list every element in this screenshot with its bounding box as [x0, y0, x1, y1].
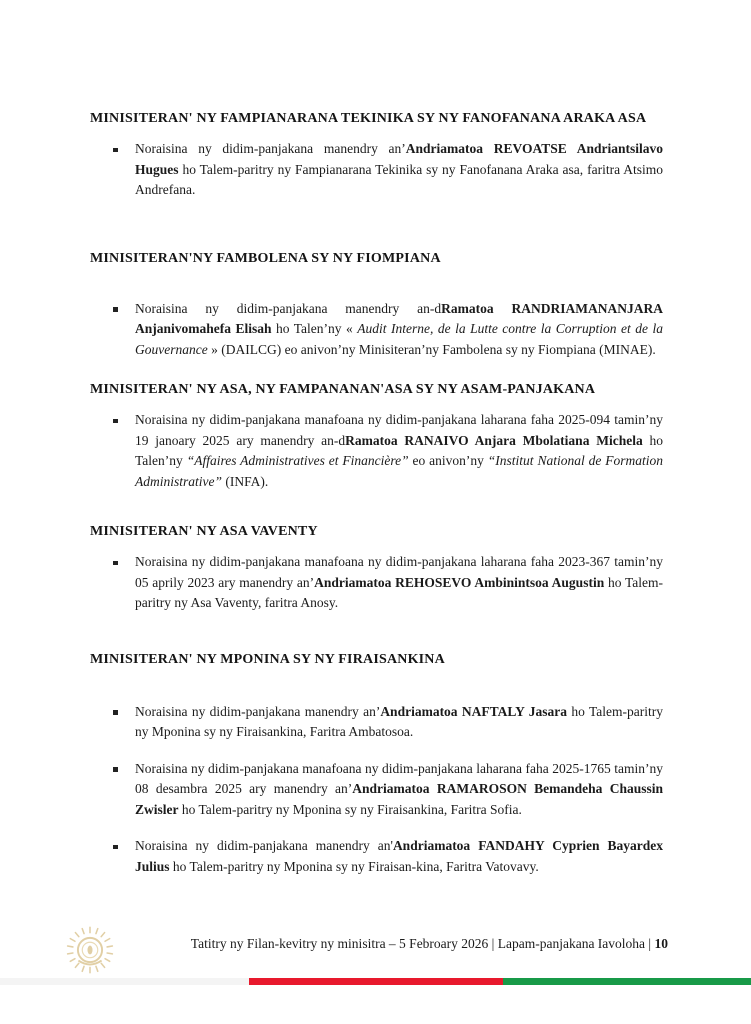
bullet-marker — [90, 552, 135, 614]
flag-bar-white-segment — [0, 978, 249, 985]
body-text-run: Noraisina ny didim-panjakana manafoana ny didim-panjakana laharana faha 2025-094 tamin’ny 19 janoary 2025 ary manendry an-d — [135, 412, 663, 448]
bullet-marker — [90, 410, 135, 492]
footer-text — [191, 936, 668, 952]
flag-bar — [0, 978, 751, 985]
decree-paragraph — [135, 759, 663, 821]
square-bullet-icon — [113, 767, 118, 772]
bullet-marker — [90, 759, 135, 821]
body-text-run: eo anivon’ny — [408, 453, 488, 468]
decree-paragraph — [135, 836, 663, 877]
body-text-run: ho Talen’ny — [135, 432, 664, 468]
page-number: 10 — [654, 936, 668, 951]
flag-bar-red-segment — [249, 978, 503, 985]
decree-paragraph — [135, 299, 663, 361]
body-text-run: Noraisina ny didim-panjakana manendry an’ — [135, 703, 381, 719]
body-text-run: Noraisina ny didim-panjakana manendry an’ — [135, 141, 406, 156]
square-bullet-icon — [113, 845, 118, 850]
body-text-run: ho Talem-paritry ny Mponina sy ny Firaisankina, Faritra Sofia. — [178, 801, 522, 817]
ministry-section — [90, 243, 663, 361]
decree-list — [90, 410, 663, 492]
decree-item — [90, 139, 663, 201]
body-text-run: ho Talem-paritry ny Asa Vaventy, faritra Anosy. — [135, 574, 663, 610]
decree-item — [90, 299, 663, 361]
section-heading: MINISITERAN'NY FAMBOLENA SY NY FIOMPIANA — [90, 250, 441, 266]
section-heading: MINISITERAN' NY ASA VAVENTY — [90, 524, 318, 539]
body-text-run: ho Talem-paritry ny Mponina sy ny Firaisankina, Faritra Ambatosoa. — [135, 703, 663, 739]
body-text-run: ho Talem-paritry ny Fampianarana Tekinika sy ny Fanofanana Araka asa, faritra Atsimo Andrefana. — [135, 161, 663, 197]
square-bullet-icon — [113, 710, 118, 715]
bullet-marker — [90, 299, 135, 361]
emphasis-name-text: Ramatoa RANAIVO Anjara Mbolatiana Michela — [345, 432, 643, 448]
body-text-run: “Affaires Administratives et Financière” — [186, 453, 409, 468]
body-text-run: Noraisina ny didim-panjakana manendry an-d — [135, 300, 442, 316]
decree-paragraph — [135, 139, 663, 201]
decree-item — [90, 836, 663, 877]
body-text-run: (INFA). — [222, 473, 269, 489]
section-heading: MINISITERAN' NY MPONINA SY NY FIRAISANKINA — [90, 651, 445, 667]
ministry-sections — [90, 103, 663, 904]
emphasis-name-text: Andriamatoa REHOSEVO Ambinintsoa Augustin — [314, 574, 605, 590]
body-text-run: Noraisina ny didim-panjakana manendry an' — [135, 838, 393, 853]
decree-paragraph — [135, 552, 663, 614]
emphasis-name-text: Andriamatoa REVOATSE Andriantsilavo Hugues — [135, 141, 663, 177]
emphasis-name-text: Andriamatoa NAFTALY Jasara — [380, 703, 568, 719]
decree-item — [90, 552, 663, 614]
body-text-run: Audit Interne, de la Lutte contre la Corruption et de la Gouvernance — [135, 321, 663, 357]
ministry-section — [90, 374, 663, 492]
ministry-section — [90, 516, 663, 614]
presidential-seal-icon — [61, 920, 119, 978]
decree-list — [90, 279, 663, 361]
section-heading: MINISITERAN' NY FAMPIANARANA TEKINIKA SY NY FANOFANANA ARAKA ASA — [90, 111, 647, 126]
square-bullet-icon — [113, 561, 118, 566]
decree-list — [90, 680, 663, 878]
decree-item — [90, 759, 663, 821]
decree-paragraph — [135, 702, 663, 743]
body-text-run: Noraisina ny didim-panjakana manafoana ny didim-panjakana laharana faha 2023-367 tamin’ny 05 aprily 2023 ary manendry an’ — [135, 554, 663, 590]
emphasis-name-text: Andriamatoa FANDAHY Cyprien Bayardex Julius — [135, 838, 663, 874]
body-text-run: Noraisina ny didim-panjakana manafoana ny didim-panjakana laharana faha 2025-1765 tamin’ny 08 desambra 2025 ary manendry an’ — [135, 760, 663, 796]
flag-bar-green-segment — [503, 978, 751, 985]
bullet-marker — [90, 702, 135, 743]
decree-list — [90, 552, 663, 614]
decree-paragraph — [135, 410, 663, 492]
emphasis-name-text: Ramatoa RANDRIAMANANJARA Anjanivomahefa Elisah — [135, 300, 664, 336]
body-text-run: “Institut National de Formation Administrative” — [135, 453, 663, 489]
body-text-run: ho Talem-paritry ny Mponina sy ny Firaisan-kina, Faritra Vatovavy. — [169, 858, 539, 874]
bullet-marker — [90, 139, 135, 201]
square-bullet-icon — [113, 148, 118, 153]
decree-item — [90, 410, 663, 492]
decree-list — [90, 139, 663, 201]
emphasis-name-text: Andriamatoa RAMAROSON Bemandeha Chaussin Zwisler — [135, 781, 663, 817]
section-heading: MINISITERAN' NY ASA, NY FAMPANANAN'ASA SY NY ASAM-PANJAKANA — [90, 382, 596, 397]
body-text-run: ho Talen’ny « — [271, 321, 358, 336]
body-text-run: » (DAILCG) eo anivon’ny Minisiteran’ny Fambolena sy ny Fiompiana (MINAE). — [207, 341, 656, 357]
footer-caption: Tatitry ny Filan-kevitry ny minisitra – 5 Febroary 2026 | Lapam-panjakana Iavoloha | — [190, 936, 655, 951]
decree-item — [90, 702, 663, 743]
bullet-marker — [90, 836, 135, 877]
square-bullet-icon — [113, 419, 118, 424]
ministry-section — [90, 644, 663, 878]
square-bullet-icon — [113, 307, 118, 312]
ministry-section — [90, 103, 663, 201]
